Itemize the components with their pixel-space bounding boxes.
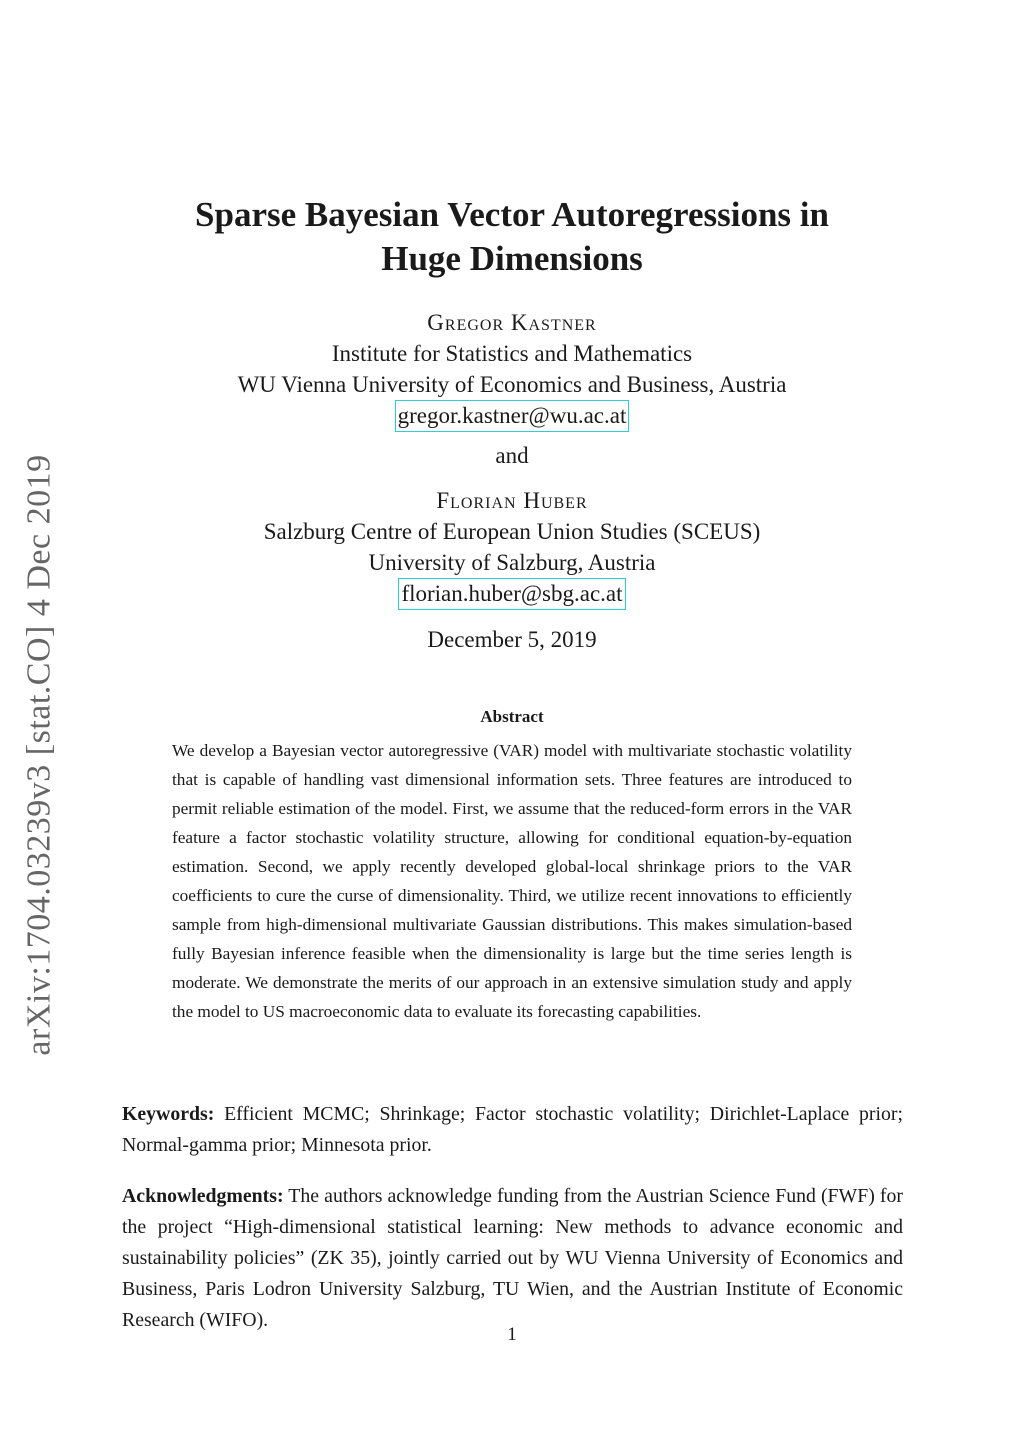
acknowledgments-label: Acknowledgments: (122, 1185, 284, 1207)
author-conjunction: and (495, 443, 529, 468)
keywords-text: Efficient MCMC; Shrinkage; Factor stochastic volatility; Dirichlet-Laplace prior; Normal-gamma prior; Minnesota prior. (122, 1103, 903, 1156)
keywords-paragraph (122, 1099, 903, 1161)
author-email-link[interactable]: gregor.kastner@wu.ac.at (395, 400, 630, 432)
author-affiliation: University of Salzburg, Austria (368, 550, 656, 575)
author-name: Florian Huber (436, 488, 588, 513)
author-affiliation: WU Vienna University of Economics and Business, Austria (237, 372, 787, 397)
abstract-heading: Abstract (480, 707, 544, 726)
author-affiliation: Salzburg Centre of European Union Studies (SCEUS) (263, 519, 761, 544)
acknowledgments-paragraph (122, 1181, 903, 1336)
title-line-2: Huge Dimensions (381, 239, 643, 278)
arxiv-identifier-text: arXiv:1704.03239v3 [stat.CO] 4 Dec 2019 (21, 454, 58, 1056)
page-number: 1 (507, 1324, 517, 1345)
paper-title (100, 193, 924, 281)
author-block-1 (100, 307, 924, 432)
abstract-text: We develop a Bayesian vector autoregressive (VAR) model with multivariate stochastic volatility that is capable of handling vast dimensional information sets. Three features are introduced to permit reliable estimation of the model. First, we assume that the reduced-form errors in the VAR feature a factor stochastic volatility structure, allowing for conditional equation-by-equation estimation. Second, we apply recently developed global-local shrinkage priors to the VAR coefficients to cure the curse of dimensionality. Third, we utilize recent innovations to efficiently sample from high-dimensional multivariate Gaussian distributions. This makes simulation-based fully Bayesian inference feasible when the dimensionality is large but the time series length is moderate. We demonstrate the merits of our approach in an extensive simulation study and apply the model to US macroeconomic data to evaluate its forecasting capabilities. (172, 741, 852, 1021)
author-name: Gregor Kastner (427, 310, 597, 335)
arxiv-identifier-stamp (10, 455, 70, 1055)
author-affiliation: Institute for Statistics and Mathematics (331, 341, 693, 366)
paper-date: December 5, 2019 (427, 627, 597, 652)
author-email-link[interactable]: florian.huber@sbg.ac.at (398, 578, 625, 610)
acknowledgments-text: The authors acknowledge funding from the Austrian Science Fund (FWF) for the project “High-dimensional statistical learning: New methods to advance economic and sustainability policies” (ZK 35), jointly carried out by WU Vienna University of Economics and Business, Paris Lodron University Salzburg, TU Wien, and the Austrian Institute of Economic Research (WIFO). (122, 1185, 903, 1331)
keywords-label: Keywords: (122, 1103, 215, 1125)
title-line-1: Sparse Bayesian Vector Autoregressions in (195, 195, 829, 234)
author-block-2 (100, 485, 924, 610)
